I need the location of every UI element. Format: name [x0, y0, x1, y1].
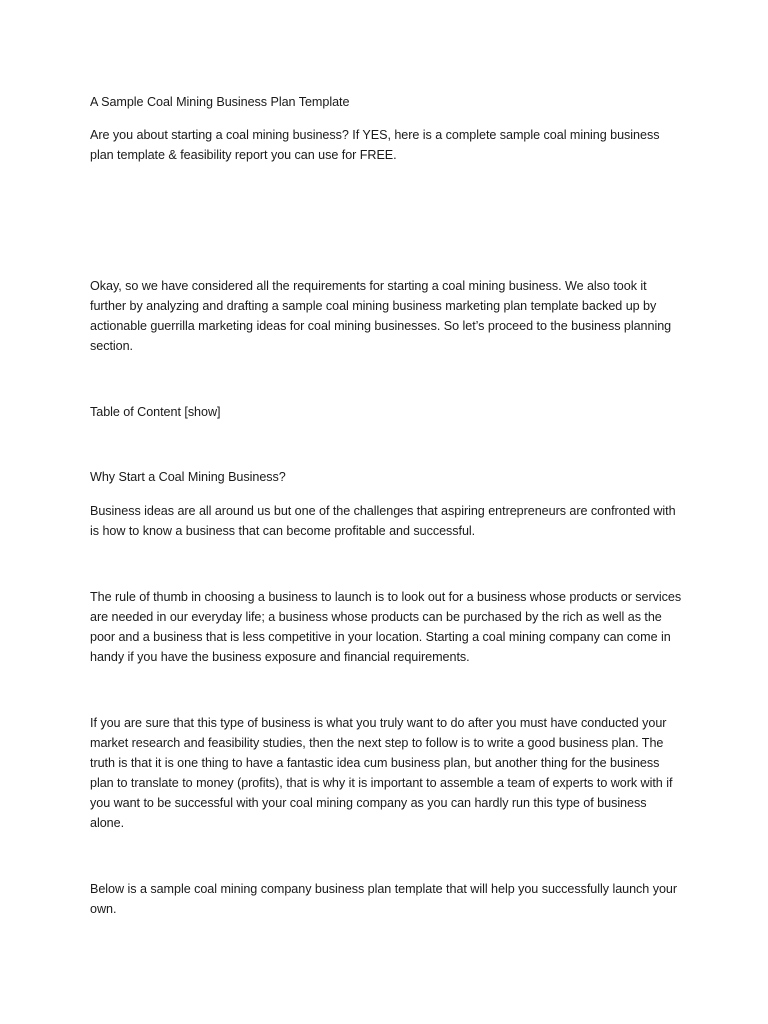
rule-of-thumb-paragraph: The rule of thumb in choosing a business to launch is to look out for a business whose products or services are needed in our everyday life; a business whose products can be purchased by the rich as well as the poor and a business that is less competitive in your location. Starting a coal mining company can come in handy if you have the business exposure and financial requirements. — [90, 590, 682, 664]
document-title: A Sample Coal Mining Business Plan Template — [90, 95, 350, 109]
why-start-heading: Why Start a Coal Mining Business? — [90, 470, 286, 484]
below-sample-paragraph: Below is a sample coal mining company business plan template that will help you successfully launch your own. — [90, 882, 678, 916]
sure-business-paragraph: If you are sure that this type of business is what you truly want to do after you must have conducted your market research and feasibility studies, then the next step to follow is to write a good business plan. The truth is that it is one thing to have a fantastic idea cum business plan, but another thing for the business plan to translate to money (profits), that is why it is important to assemble a team of experts to work with if you want to be successful with your coal mining company as you can hardly run this type of business alone. — [90, 716, 673, 830]
table-of-content-toggle[interactable]: Table of Content [show] — [90, 405, 221, 419]
intro-paragraph: Are you about starting a coal mining business? If YES, here is a complete sample coal mining business plan template & feasibility report you can use for FREE. — [90, 128, 660, 162]
requirements-paragraph: Okay, so we have considered all the requirements for starting a coal mining business. We also took it further by analyzing and drafting a sample coal mining business marketing plan template backed up by actionable guerrilla marketing ideas for coal mining businesses. So let’s proceed to the business planning section. — [90, 279, 672, 353]
business-ideas-paragraph: Business ideas are all around us but one of the challenges that aspiring entrepreneurs are confronted with is how to know a business that can become profitable and successful. — [90, 504, 676, 538]
